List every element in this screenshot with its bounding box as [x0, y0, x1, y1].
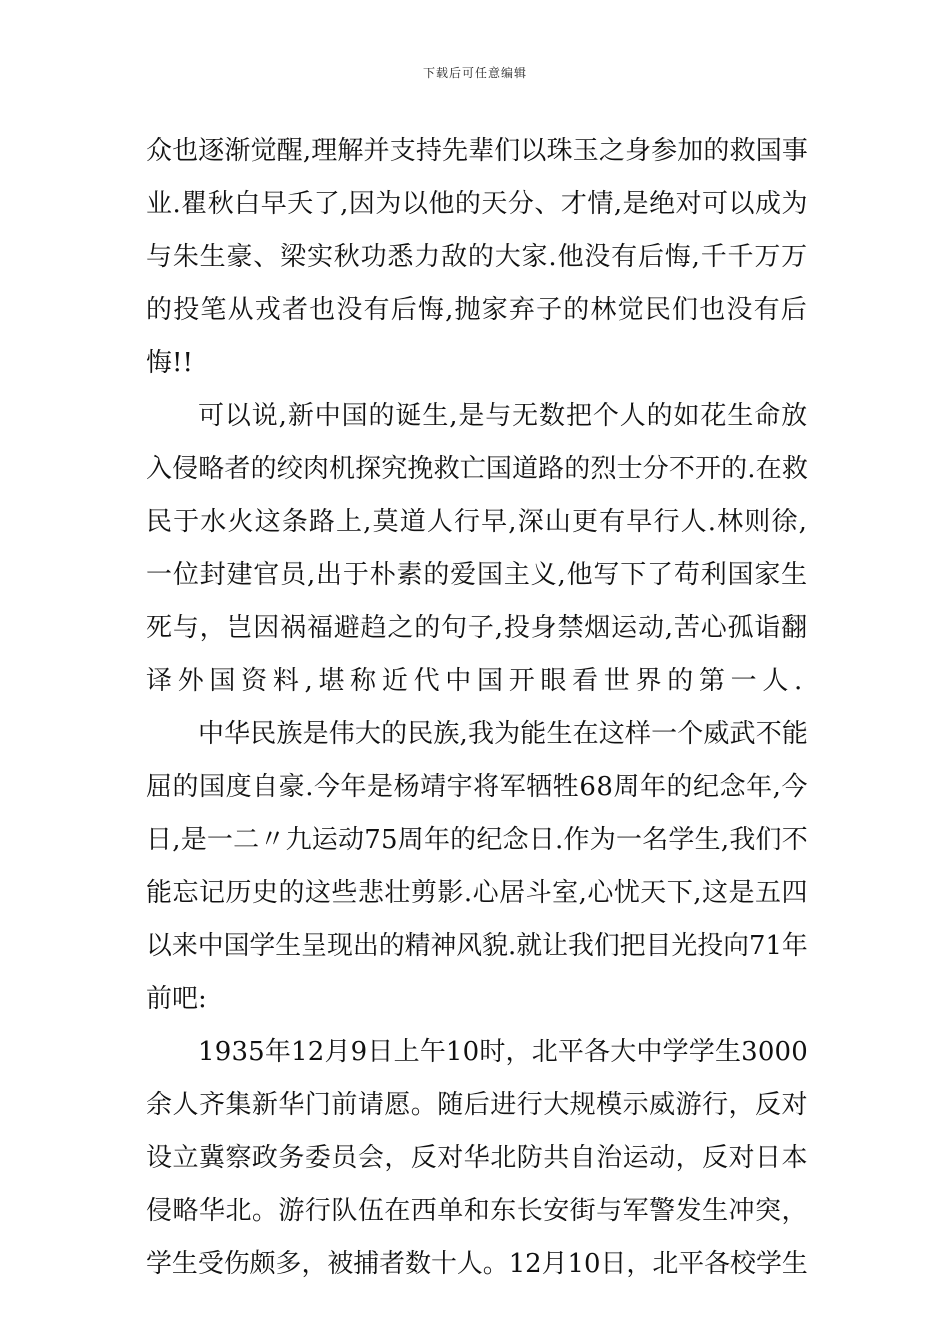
text-line: 屈的国度自豪.今年是杨靖宇将军牺牲68周年的纪念年,今 [146, 772, 808, 802]
text-line: 日,是一二〃九运动75周年的纪念日.作为一名学生,我们不 [146, 825, 808, 855]
text-line: 能忘记历史的这些悲壮剪影.心居斗室,心忧天下,这是五四 [146, 878, 808, 908]
text-line: 侵略华北。游行队伍在西单和东长安街与军警发生冲突， [146, 1196, 808, 1226]
text-line: 设立冀察政务委员会，反对华北防共自治运动，反对日本 [146, 1143, 808, 1173]
text-line: 死与，岂因祸福避趋之的句子,投身禁烟运动,苦心孤诣翻 [146, 613, 808, 643]
text-line: 民于水火这条路上,莫道人行早,深山更有早行人.林则徐, [146, 507, 808, 537]
text-line: 译外国资料,堪称近代中国开眼看世界的第一人. [146, 666, 808, 696]
text-line: 余人齐集新华门前请愿。随后进行大规模示威游行，反对 [146, 1090, 808, 1120]
text-line: 业.瞿秋白早夭了,因为以他的天分、才情,是绝对可以成为 [146, 189, 808, 219]
text-line: 众也逐渐觉醒,理解并支持先辈们以珠玉之身参加的救国事 [146, 136, 808, 166]
text-line: 入侵略者的绞肉机探究挽救亡国道路的烈士分不开的.在救 [146, 454, 808, 484]
text-line: 的投笔从戎者也没有后悔,抛家弃子的林觉民们也没有后 [146, 295, 808, 325]
text-line: 学生受伤颇多，被捕者数十人。12月10日，北平各校学生 [146, 1249, 808, 1279]
text-line: 1935年12月9日上午10时，北平各大中学学生3000 [198, 1037, 808, 1067]
text-line: 以来中国学生呈现出的精神风貌.就让我们把目光投向71年 [146, 931, 808, 961]
text-line: 一位封建官员,出于朴素的爱国主义,他写下了苟利国家生 [146, 560, 808, 590]
text-line: 前吧: [146, 984, 207, 1014]
document-body [146, 125, 808, 1291]
text-line: 中华民族是伟大的民族,我为能生在这样一个威武不能 [198, 719, 808, 749]
text-line: 可以说,新中国的诞生,是与无数把个人的如花生命放 [198, 401, 808, 431]
text-line: 悔!! [146, 348, 193, 378]
text-line: 与朱生豪、梁实秋功悉力敌的大家.他没有后悔,千千万万 [146, 242, 808, 272]
page-header: 下载后可任意编辑 [422, 66, 527, 80]
